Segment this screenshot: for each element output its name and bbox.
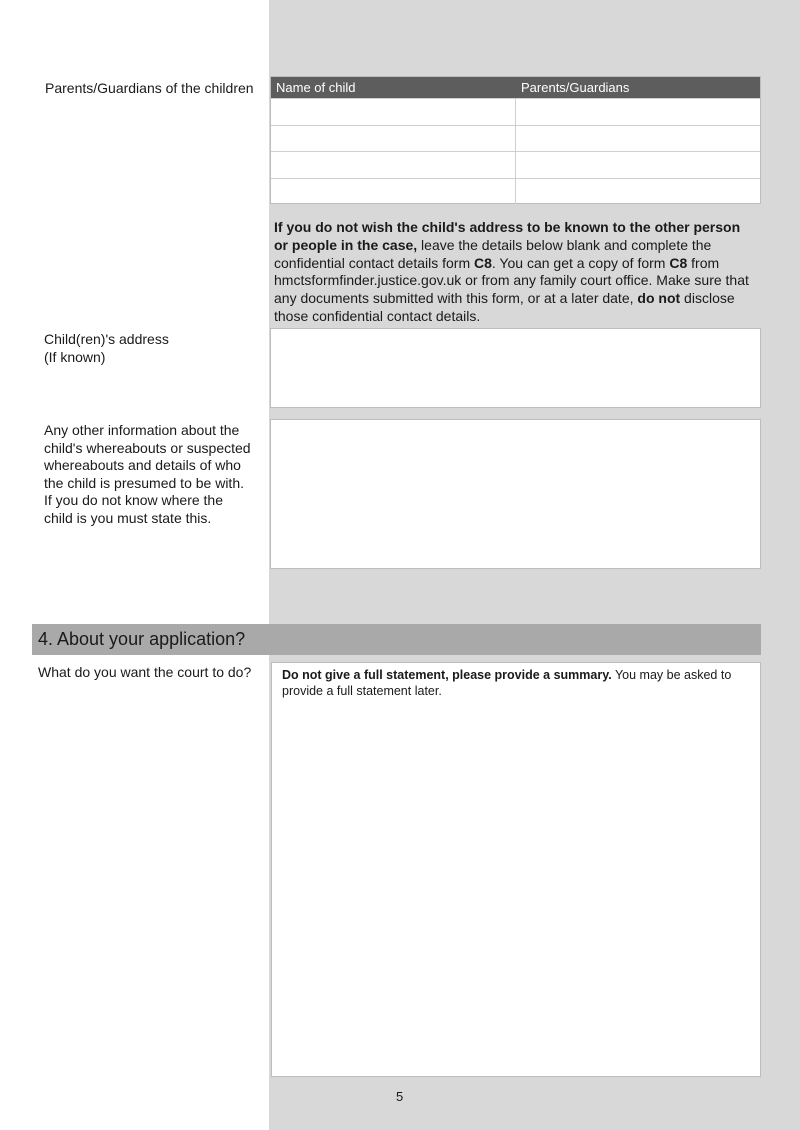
child-address-label-line1: Child(ren)'s address (44, 331, 169, 347)
child-address-field[interactable] (270, 328, 761, 408)
child-name-cell[interactable] (271, 152, 516, 178)
parents-cell[interactable] (516, 126, 760, 152)
notice-text: leave the details below blank and complete the confidential contact details form (274, 236, 712, 271)
page-number: 5 (396, 1089, 404, 1104)
child-name-cell[interactable] (271, 126, 516, 152)
whereabouts-label: Any other information about the child's whereabouts or suspected whereabouts and details of who the child is presumed to be with. If you do not know where the child is you must state this. (44, 422, 251, 526)
section-heading: 4. About your application? (32, 624, 761, 655)
header-name-of-child: Name of child (276, 80, 356, 95)
notice-text: disclose those confidential contact details. (274, 290, 735, 324)
notice-bold-lead: If you do not wish the child's address to be known to the other person or people in the case, (274, 219, 741, 253)
notice-text: from hmctsformfinder.justice.gov.uk or from any family court office. Make sure that any documents submitted with this form, or at a later date, (274, 254, 749, 307)
parents-cell[interactable] (516, 99, 760, 125)
whereabouts-field[interactable] (270, 419, 761, 569)
table-row (271, 98, 760, 125)
table-row (271, 151, 760, 178)
child-address-label-line2: (If known) (44, 348, 106, 365)
child-name-cell[interactable] (271, 179, 516, 205)
form-reference: C8 (474, 254, 492, 271)
court-question-label: What do you want the court to do? (38, 664, 252, 680)
application-summary-field[interactable] (271, 662, 761, 1077)
parents-guardians-label: Parents/Guardians of the children (45, 80, 254, 96)
confidential-address-notice (274, 219, 758, 326)
header-parents-guardians: Parents/Guardians (521, 80, 630, 95)
summary-bold: Do not give a full statement, please provide a summary. (282, 668, 612, 682)
table-header (271, 77, 760, 98)
parents-cell[interactable] (516, 152, 760, 178)
form-reference: C8 (669, 254, 688, 271)
summary-instructions (272, 663, 760, 699)
notice-text: . You can get a copy of form (491, 254, 670, 271)
child-name-cell[interactable] (271, 99, 516, 125)
child-address-label (44, 331, 264, 366)
table-row (271, 178, 760, 205)
children-parents-table (270, 76, 761, 204)
table-row (271, 125, 760, 152)
parents-cell[interactable] (516, 179, 760, 205)
summary-text: You may be asked to provide a full statement later. (282, 668, 732, 698)
notice-bold-not: do not (637, 290, 681, 307)
